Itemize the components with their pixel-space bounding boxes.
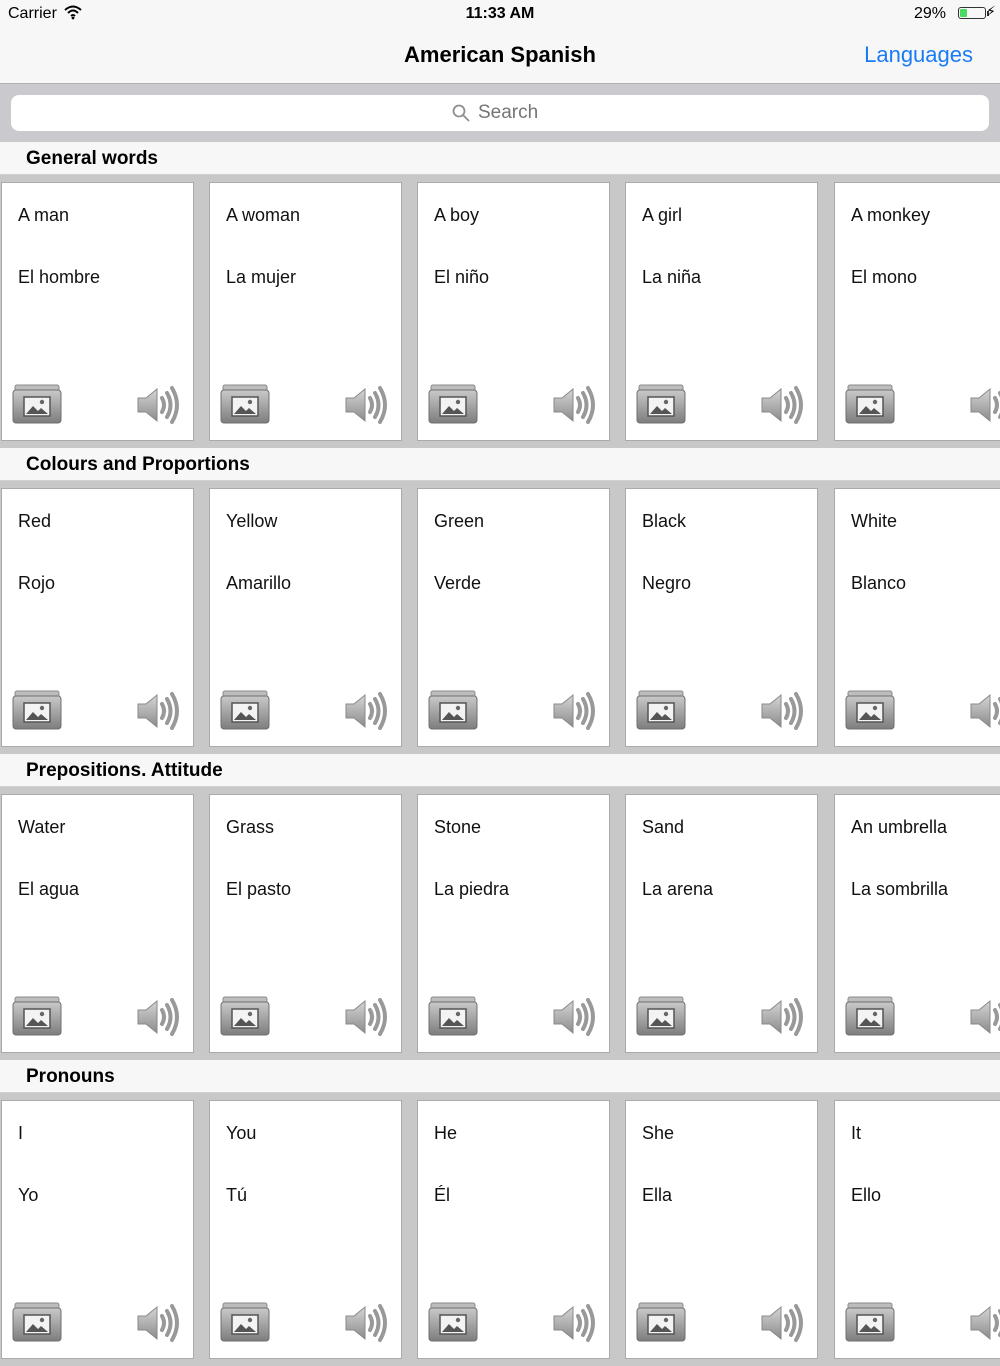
charging-icon: ⚡ <box>986 3 996 19</box>
spanish-word: La mujer <box>226 267 297 287</box>
word-card[interactable] <box>417 182 610 441</box>
speaker-icon[interactable] <box>135 1302 181 1344</box>
english-word: A girl <box>642 205 683 225</box>
carrier-label: Carrier <box>8 5 57 22</box>
speaker-icon[interactable] <box>759 1302 805 1344</box>
image-icon[interactable] <box>844 1300 896 1344</box>
card-row[interactable] <box>0 1093 1000 1366</box>
english-word: Yellow <box>226 511 278 531</box>
clock: 11:33 AM <box>465 5 535 22</box>
image-icon[interactable] <box>427 994 479 1038</box>
english-word: It <box>851 1123 862 1143</box>
spanish-word: El niño <box>434 267 490 287</box>
section-title: Colours and Proportions <box>26 454 250 475</box>
image-icon[interactable] <box>427 1300 479 1344</box>
spanish-word: La sombrilla <box>851 879 949 899</box>
section-header <box>0 1060 1000 1093</box>
speaker-icon[interactable] <box>968 1302 1000 1344</box>
card-row[interactable] <box>0 175 1000 448</box>
battery-percentage: 29% <box>913 5 946 22</box>
speaker-icon[interactable] <box>343 1302 389 1344</box>
word-card[interactable] <box>209 1100 402 1359</box>
word-card[interactable] <box>209 182 402 441</box>
spanish-word: Ello <box>851 1185 882 1205</box>
speaker-icon[interactable] <box>551 384 597 426</box>
english-word: An umbrella <box>851 817 948 837</box>
speaker-icon[interactable] <box>551 996 597 1038</box>
spanish-word: Él <box>434 1185 451 1205</box>
word-card[interactable] <box>625 182 818 441</box>
speaker-icon[interactable] <box>551 690 597 732</box>
image-icon[interactable] <box>635 994 687 1038</box>
word-card[interactable] <box>1 182 194 441</box>
section-header <box>0 754 1000 787</box>
speaker-icon[interactable] <box>968 996 1000 1038</box>
section-header <box>0 448 1000 481</box>
languages-button[interactable]: Languages <box>864 42 973 67</box>
section <box>0 754 1000 1060</box>
search-icon <box>452 104 470 122</box>
spanish-word: El hombre <box>18 267 101 287</box>
spanish-word: El mono <box>851 267 918 287</box>
card-row[interactable] <box>0 481 1000 754</box>
search-field[interactable] <box>11 95 989 131</box>
english-word: Red <box>18 511 52 531</box>
image-icon[interactable] <box>635 382 687 426</box>
section <box>0 142 1000 448</box>
word-card[interactable] <box>625 794 818 1053</box>
spanish-word: Blanco <box>851 573 907 593</box>
english-word: A man <box>18 205 70 225</box>
spanish-word: Rojo <box>18 573 56 593</box>
section-header <box>0 142 1000 175</box>
image-icon[interactable] <box>219 382 271 426</box>
image-icon[interactable] <box>219 688 271 732</box>
spanish-word: La niña <box>642 267 702 287</box>
spanish-word: El pasto <box>226 879 292 899</box>
word-card[interactable] <box>834 794 1000 1053</box>
section <box>0 448 1000 754</box>
speaker-icon[interactable] <box>551 1302 597 1344</box>
spanish-word: Ella <box>642 1185 673 1205</box>
navigation-bar <box>0 28 1000 84</box>
english-word: Black <box>642 511 687 531</box>
word-card[interactable] <box>1 488 194 747</box>
speaker-icon[interactable] <box>759 384 805 426</box>
word-card[interactable] <box>417 1100 610 1359</box>
page-title: American Spanish <box>404 42 596 67</box>
image-icon[interactable] <box>11 688 63 732</box>
spanish-word: Amarillo <box>226 573 292 593</box>
english-word: White <box>851 511 898 531</box>
english-word: She <box>642 1123 675 1143</box>
image-icon[interactable] <box>219 1300 271 1344</box>
battery-icon <box>958 7 986 19</box>
image-icon[interactable] <box>219 994 271 1038</box>
spanish-word: Yo <box>18 1185 39 1205</box>
image-icon[interactable] <box>844 994 896 1038</box>
image-icon[interactable] <box>635 688 687 732</box>
speaker-icon[interactable] <box>968 384 1000 426</box>
speaker-icon[interactable] <box>759 690 805 732</box>
english-word: I <box>18 1123 24 1143</box>
spanish-word: Verde <box>434 573 482 593</box>
section-title: Pronouns <box>26 1066 115 1087</box>
spanish-word: La piedra <box>434 879 510 899</box>
search-bar <box>0 84 1000 141</box>
image-icon[interactable] <box>844 382 896 426</box>
word-card[interactable] <box>834 1100 1000 1359</box>
word-card[interactable] <box>417 794 610 1053</box>
section-title: Prepositions. Attitude <box>26 760 223 781</box>
speaker-icon[interactable] <box>135 996 181 1038</box>
english-word: He <box>434 1123 458 1143</box>
english-word: Green <box>434 511 485 531</box>
word-card[interactable] <box>1 1100 194 1359</box>
english-word: A monkey <box>851 205 931 225</box>
word-card[interactable] <box>209 794 402 1053</box>
speaker-icon[interactable] <box>135 384 181 426</box>
speaker-icon[interactable] <box>759 996 805 1038</box>
word-card[interactable] <box>209 488 402 747</box>
speaker-icon[interactable] <box>343 690 389 732</box>
image-icon[interactable] <box>11 382 63 426</box>
spanish-word: El agua <box>18 879 80 899</box>
word-card[interactable] <box>1 794 194 1053</box>
image-icon[interactable] <box>427 382 479 426</box>
word-card[interactable] <box>417 488 610 747</box>
word-card[interactable] <box>625 1100 818 1359</box>
section <box>0 1060 1000 1366</box>
image-icon[interactable] <box>11 1300 63 1344</box>
image-icon[interactable] <box>844 688 896 732</box>
spanish-word: Negro <box>642 573 692 593</box>
speaker-icon[interactable] <box>343 996 389 1038</box>
speaker-icon[interactable] <box>343 384 389 426</box>
word-card[interactable] <box>834 182 1000 441</box>
spanish-word: La arena <box>642 879 714 899</box>
speaker-icon[interactable] <box>968 690 1000 732</box>
word-card[interactable] <box>625 488 818 747</box>
english-word: Stone <box>434 817 482 837</box>
word-card[interactable] <box>834 488 1000 747</box>
image-icon[interactable] <box>635 1300 687 1344</box>
english-word: Water <box>18 817 66 837</box>
english-word: Grass <box>226 817 275 837</box>
search-input[interactable] <box>478 102 548 124</box>
english-word: A woman <box>226 205 301 225</box>
image-icon[interactable] <box>427 688 479 732</box>
english-word: Sand <box>642 817 685 837</box>
spanish-word: Tú <box>226 1185 248 1205</box>
card-row[interactable] <box>0 787 1000 1060</box>
english-word: You <box>226 1123 257 1143</box>
english-word: A boy <box>434 205 480 225</box>
image-icon[interactable] <box>11 994 63 1038</box>
section-title: General words <box>26 148 158 169</box>
speaker-icon[interactable] <box>135 690 181 732</box>
status-bar <box>0 0 1000 28</box>
